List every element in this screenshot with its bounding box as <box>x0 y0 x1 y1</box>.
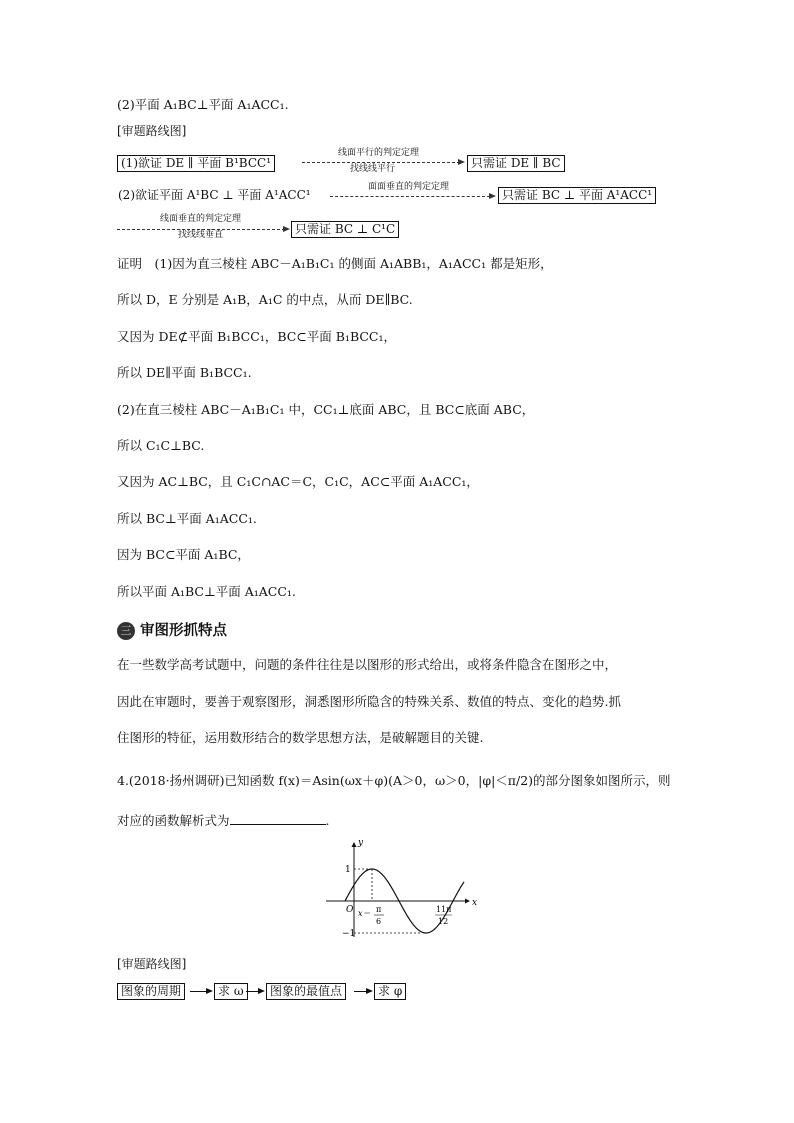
y-axis-label: y <box>358 838 364 848</box>
tick-label-one: 1 <box>345 865 351 875</box>
proof-line: 所以 C₁C⊥BC. <box>117 438 205 453</box>
proof-line: 因为 BC⊂平面 A₁BC， <box>117 547 250 562</box>
proof-line: 所以 BC⊥平面 A₁ACC₁. <box>117 511 257 526</box>
part2-statement: (2)平面 A₁BC⊥平面 A₁ACC₁. <box>117 97 289 112</box>
answer-blank[interactable] <box>230 812 326 825</box>
route1-dashed-arrow <box>302 162 460 163</box>
route3-arrowhead-icon <box>283 226 290 232</box>
proof-line: 所以平面 A₁BC⊥平面 A₁ACC₁. <box>117 584 296 599</box>
y-axis-arrow-icon <box>352 842 357 847</box>
route4-arrowhead-icon <box>206 988 213 994</box>
x-axis-label: x <box>472 898 478 908</box>
route2-start: (2)欲证平面 A¹BC ⊥ 平面 A¹ACC¹ <box>118 188 311 202</box>
proof-line: 又因为 DE⊄平面 B₁BCC₁，BC⊂平面 B₁BCC₁， <box>117 329 397 344</box>
route1-start-box: (1)欲证 DE ∥ 平面 B¹BCC¹ <box>117 155 275 172</box>
route4-box-2: 求 ω <box>214 983 248 1000</box>
pi-numerator: π <box>376 905 382 914</box>
twelve-denominator: 12 <box>438 917 449 926</box>
proof-line: 又因为 AC⊥BC，且 C₁C∩AC＝C，C₁C，AC⊂平面 A₁ACC₁， <box>117 474 479 489</box>
proof-line: 所以 D，E 分别是 A₁B，A₁C 的中点，从而 DE∥BC. <box>117 292 413 307</box>
route2-above-label: 面面垂直的判定定理 <box>368 182 450 192</box>
x-axis-arrow-icon <box>465 899 470 904</box>
route1-arrowhead-icon <box>458 159 465 165</box>
paragraph-line: 因此在审题时，要善于观察图形，洞悉图形所隐含的特殊关系、数值的特点、变化的趋势.抓 <box>117 694 621 709</box>
route4-box-3: 图象的最值点 <box>266 983 346 1000</box>
paragraph-line: 住图形的特征，运用数形结合的数学思想方法，是破解题目的关键. <box>117 730 484 745</box>
route1-above-label: 线面平行的判定定理 <box>338 148 420 158</box>
route4-arrowhead-icon <box>258 988 265 994</box>
route-map-label: [审题路线图] <box>117 124 187 138</box>
route3-target-box: 只需证 BC ⊥ C¹C <box>291 221 399 238</box>
route2-dashed-arrow <box>330 196 490 197</box>
answer-suffix: . <box>325 813 330 828</box>
proof-line: 所以 DE∥平面 B₁BCC₁. <box>117 365 252 380</box>
sine-graph <box>320 835 480 945</box>
origin-label: O <box>346 905 354 915</box>
x-eq-label: x＝ <box>358 909 371 918</box>
section-number-badge: 三 <box>117 622 135 640</box>
route3-below-label: 找线线垂直 <box>178 230 224 240</box>
route2-target-box: 只需证 BC ⊥ 平面 A¹ACC¹ <box>498 187 656 204</box>
route2-arrowhead-icon <box>489 193 496 199</box>
route3-above-label: 线面垂直的判定定理 <box>160 214 242 224</box>
problem4-answer-line <box>117 812 330 829</box>
six-denominator: 6 <box>376 917 382 926</box>
eleven-pi-numerator: 11π <box>436 905 452 914</box>
route1-target-box: 只需证 DE ∥ BC <box>467 155 565 172</box>
route4-box-4: 求 φ <box>374 983 406 1000</box>
proof-line: (2)在直三棱柱 ABC－A₁B₁C₁ 中，CC₁⊥底面 ABC，且 BC⊂底面 ABC， <box>117 402 535 417</box>
answer-prompt: 对应的函数解析式为 <box>117 813 230 828</box>
route1-below-label: 找线线平行 <box>350 164 396 174</box>
tick-label-neg-one: −1 <box>342 929 356 939</box>
route-map-label: [审题路线图] <box>117 957 187 971</box>
route4-box-1: 图象的周期 <box>117 983 185 1000</box>
proof-line: 证明 (1)因为直三棱柱 ABC－A₁B₁C₁ 的侧面 A₁ABB₁，A₁ACC₁ 都是矩形， <box>117 256 553 271</box>
problem4-statement: 4.(2018·扬州调研)已知函数 f(x)＝Asin(ωx＋φ)(A＞0，ω＞0，|φ|＜π/2)的部分图象如图所示，则 <box>117 773 671 788</box>
route4-arrowhead-icon <box>366 988 373 994</box>
paragraph-line: 在一些数学高考试题中，问题的条件往往是以图形的形式给出，或将条件隐含在图形之中， <box>117 657 618 672</box>
section-title: 审图形抓特点 <box>140 623 227 639</box>
